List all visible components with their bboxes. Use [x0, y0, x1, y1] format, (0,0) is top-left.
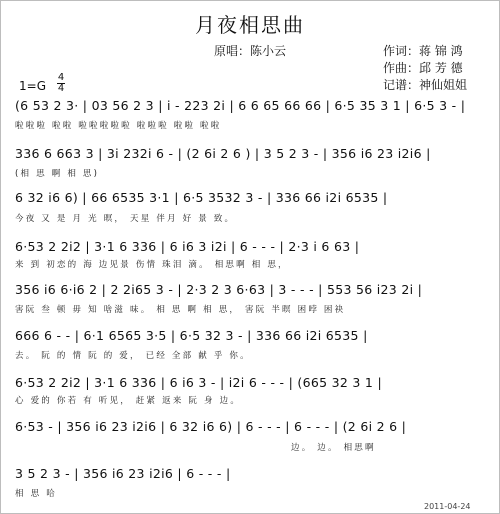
score-line-8-lyrics: 边。 边。 相思啊	[291, 443, 376, 453]
lyricist-credit: 作词：蒋 锦 鸿	[383, 44, 463, 58]
score-line-9-lyrics: 相 思 哈	[15, 489, 57, 499]
score-line-2-notes: 336 6 663 3 | 3i 232i 6 - | (2 6i 2 6 ) | 3 5 2 3 - | 356 i6 23 i2i6 |	[15, 146, 431, 161]
time-signature	[57, 73, 65, 94]
score-line-5-lyrics: 害阮 叁 顿 毋 知 啥滋 味。 相 思 啊 相 思， 害阮 半暝 困哱 困袂	[15, 305, 346, 315]
score-line-4-notes: 6·53 2 2i2 | 3·1 6 336 | 6 i6 3 i2i | 6 - - - | 2·3 i 6 63 |	[15, 239, 360, 254]
score-line-1-lyrics: 啦啦啦 啦啦 啦啦啦啦啦 啦啦啦 啦啦 啦啦	[15, 121, 222, 131]
score-line-8-notes: 6·53 - | 356 i6 23 i2i6 | 6 32 i6 6) | 6 - - - | 6 - - - | (2 6i 2 6 |	[15, 419, 407, 434]
score-line-1-notes: (6 53 2 3· | 03 56 2 3 | i - 223 2i | 6 6 65 66 66 | 6·5 35 3 1 | 6·5 3 - |	[15, 98, 466, 113]
score-line-6-lyrics: 去。 阮 的 情 阮 的 爱， 已经 全部 献 乎 你。	[15, 351, 251, 361]
score-line-6-notes: 666 6 - - | 6·1 6565 3·5 | 6·5 32 3 - | 336 66 i2i 6535 |	[15, 328, 368, 343]
score-line-2-lyrics: (相 思 啊 相 思)	[15, 169, 100, 179]
score-line-7-notes: 6·53 2 2i2 | 3·1 6 336 | 6 i6 3 - | i2i 6 - - - | (665 32 3 1 |	[15, 375, 382, 390]
transcriber-credit: 记谱：神仙姐姐	[383, 78, 468, 92]
time-signature-bottom: 4	[57, 83, 65, 94]
score-line-4-lyrics: 来 到 初恋的 海 边见景 伤情 珠泪 滴。 相思啊 相 思，	[15, 260, 289, 270]
transcription-date: 2011-04-24	[424, 502, 471, 511]
score-line-7-lyrics: 心 爱的 你若 有 听见， 赶紧 返来 阮 身 边。	[15, 396, 242, 406]
time-signature-top: 4	[57, 72, 65, 83]
original-singer: 原唱：陈小云	[214, 44, 287, 58]
composer-credit: 作曲：邱 芳 德	[383, 61, 463, 75]
score-line-9-notes: 3 5 2 3 - | 356 i6 23 i2i6 | 6 - - - |	[15, 466, 231, 481]
key-signature: 1=G	[19, 79, 46, 93]
score-line-3-lyrics: 今夜 又 是 月 光 暝， 天星 伴月 好 景 致。	[15, 214, 236, 224]
song-title: 月夜相思曲	[195, 13, 305, 37]
score-line-5-notes: 356 i6 6·i6 2 | 2 2i65 3 - | 2·3 2 3 6·63 | 3 - - - | 553 56 i23 2i |	[15, 282, 423, 297]
score-line-3-notes: 6 32 i6 6) | 66 6535 3·1 | 6·5 3532 3 - | 336 66 i2i 6535 |	[15, 190, 388, 205]
